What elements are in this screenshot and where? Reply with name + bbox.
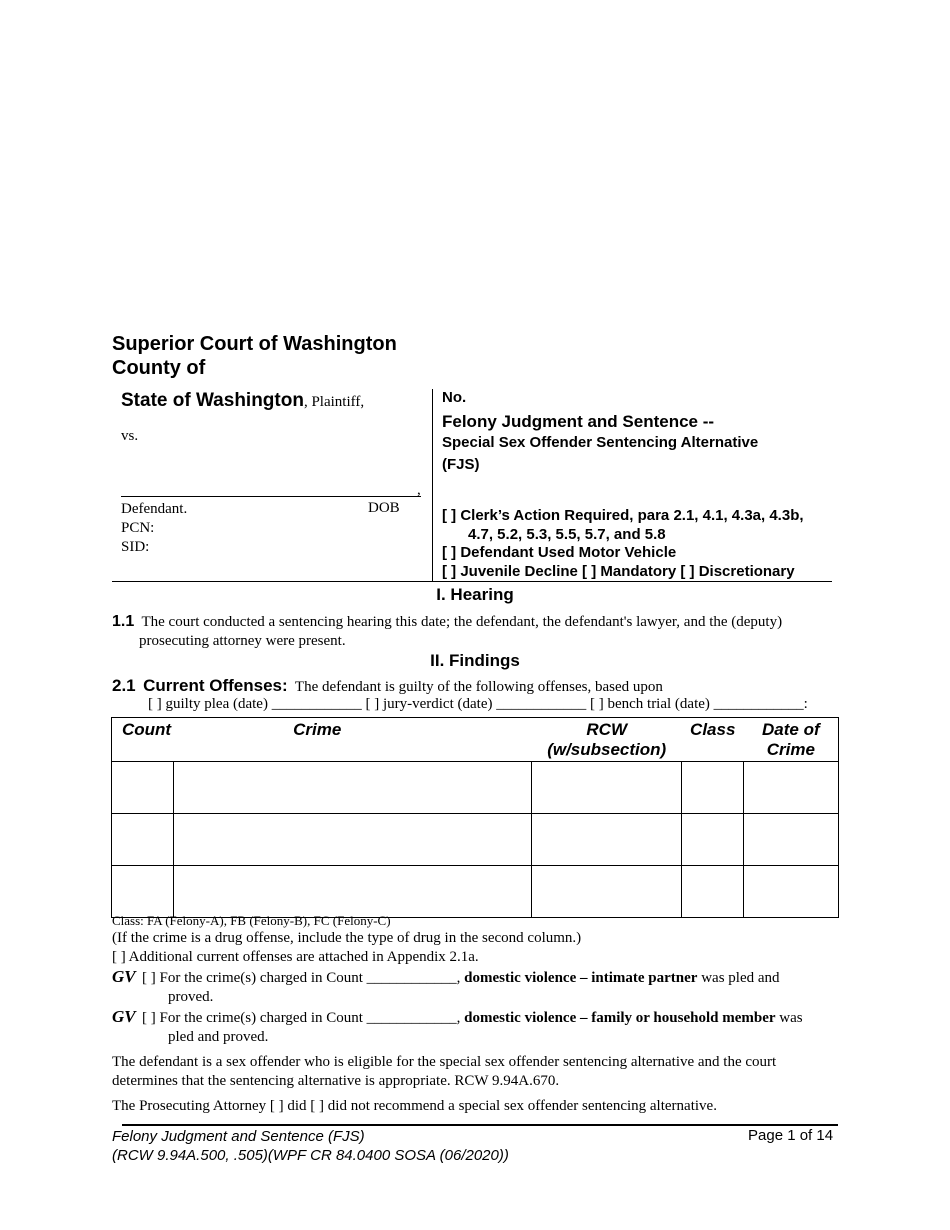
caption-divider (432, 389, 433, 581)
cell-count[interactable] (112, 814, 174, 866)
gv2-pre: [ ] For the crime(s) charged in Count ____________, (142, 1010, 465, 1026)
header-crime: Crime (173, 718, 531, 762)
section-hearing-heading: I. Hearing (436, 585, 514, 604)
header-rcw-line1: RCW (586, 720, 627, 739)
cell-rcw[interactable] (532, 814, 682, 866)
gv-family-member[interactable] (112, 1007, 842, 1047)
cell-rcw[interactable] (532, 866, 682, 918)
table-row (112, 814, 839, 866)
county-label: County of (112, 357, 206, 379)
gv2-post: was (775, 1010, 803, 1026)
sosa-eligibility (112, 1053, 842, 1091)
checkbox-clerk-action[interactable]: [ ] Clerk’s Action Required, para 2.1, 4.1, 4.3a, 4.3b, (442, 507, 804, 524)
footer-form-name: Felony Judgment and Sentence (FJS) (112, 1128, 365, 1145)
header-rcw (532, 718, 682, 762)
cell-count[interactable] (112, 866, 174, 918)
document-title: Felony Judgment and Sentence -- (442, 412, 715, 431)
subtitle-abbr: (FJS) (442, 456, 480, 473)
caption-checkboxes (442, 507, 804, 581)
document-subtitle (442, 432, 758, 476)
table-row (112, 866, 839, 918)
defendant-label: Defendant. (121, 501, 188, 517)
footer-rule (122, 1124, 838, 1126)
cell-crime[interactable] (173, 762, 531, 814)
pcn-label: PCN: (121, 520, 155, 536)
appendix-checkbox[interactable]: [ ] Additional current offenses are attached in Appendix 2.1a. (112, 949, 479, 965)
gv2-cont: pled and proved. (168, 1029, 269, 1045)
court-title (112, 332, 397, 380)
offenses-table (111, 717, 839, 918)
header-date-line2: Crime (766, 740, 815, 759)
hearing-text-1: The court conducted a sentencing hearing this date; the defendant, the defendant's lawyer, and the (deputy) (141, 614, 783, 630)
gv-label: GV (112, 967, 136, 986)
header-count: Count (112, 718, 174, 762)
sosa-line-1: The defendant is a sex offender who is eligible for the special sex offender sentencing alternative and the court (112, 1054, 777, 1070)
paragraph-1-1 (112, 612, 832, 651)
current-offenses-intro: The defendant is guilty of the following offenses, based upon (294, 679, 663, 695)
cell-class[interactable] (682, 762, 744, 814)
gv1-cont: proved. (168, 989, 214, 1005)
dob-label: DOB (368, 500, 400, 516)
footer-rcw: (RCW 9.94A.500, .505)(WPF CR 84.0400 SOSA (06/2020)) (112, 1147, 509, 1164)
header-date (744, 718, 839, 762)
cell-crime[interactable] (173, 814, 531, 866)
header-date-line1: Date of (762, 720, 820, 739)
prosecutor-recommendation[interactable]: The Prosecuting Attorney [ ] did [ ] did not recommend a special sex offender sentencing alternative. (112, 1098, 717, 1114)
table-row (112, 762, 839, 814)
checkbox-clerk-action-cont: 4.7, 5.2, 5.3, 5.5, 5.7, and 5.8 (468, 525, 666, 543)
plaintiff (121, 390, 364, 412)
offense-notes (112, 912, 842, 1116)
case-number-label: No. (442, 389, 467, 406)
cell-rcw[interactable] (532, 762, 682, 814)
plaintiff-name: State of Washington (121, 390, 304, 411)
gv-label: GV (112, 1007, 136, 1026)
gv-intimate-partner[interactable] (112, 967, 842, 1007)
gv1-bold: domestic violence – intimate partner (464, 970, 698, 986)
current-offenses-title: Current Offenses: (143, 676, 288, 695)
cell-count[interactable] (112, 762, 174, 814)
cell-class[interactable] (682, 814, 744, 866)
header-class: Class (682, 718, 744, 762)
cell-date[interactable] (744, 814, 839, 866)
cell-date[interactable] (744, 866, 839, 918)
subtitle-text: Special Sex Offender Sentencing Alternative (442, 434, 759, 451)
versus-label: vs. (121, 428, 139, 444)
gv2-bold: domestic violence – family or household member (464, 1010, 776, 1026)
paragraph-2-1 (112, 676, 852, 697)
hearing-text-2: prosecuting attorney were present. (139, 633, 346, 649)
defendant-name-line[interactable] (121, 482, 421, 497)
plaintiff-role: , Plaintiff, (303, 394, 365, 410)
table-header-row (112, 718, 839, 762)
sid-label: SID: (121, 539, 150, 555)
defendant-comma: , (417, 482, 421, 498)
paragraph-number: 1.1 (112, 613, 135, 630)
header-rcw-line2: (w/subsection) (547, 740, 667, 759)
plea-line[interactable]: [ ] guilty plea (date) ____________ [ ] jury-verdict (date) ____________ [ ] bench trial (date) ____________: (148, 696, 808, 712)
checkbox-juvenile-decline[interactable]: [ ] Juvenile Decline [ ] Mandatory [ ] Discretionary (442, 562, 795, 580)
page-number: Page 1 of 14 (748, 1127, 834, 1144)
gv1-pre: [ ] For the crime(s) charged in Count ____________, (142, 970, 465, 986)
defendant-info (121, 500, 187, 557)
gv1-post: was pled and (697, 970, 780, 986)
paragraph-number: 2.1 (112, 676, 136, 695)
drug-note: (If the crime is a drug offense, include the type of drug in the second column.) (112, 930, 582, 946)
section-findings-heading: II. Findings (430, 651, 520, 670)
footer-citation (112, 1127, 509, 1165)
sosa-line-2: determines that the sentencing alternative is appropriate. RCW 9.94A.670. (112, 1073, 560, 1089)
cell-crime[interactable] (173, 866, 531, 918)
cell-class[interactable] (682, 866, 744, 918)
checkbox-motor-vehicle[interactable]: [ ] Defendant Used Motor Vehicle (442, 544, 677, 561)
court-name: Superior Court of Washington (112, 333, 397, 355)
cell-date[interactable] (744, 762, 839, 814)
caption-bottom-rule (112, 581, 832, 582)
class-key: Class: FA (Felony-A), FB (Felony-B), FC (Felony-C) (112, 913, 391, 928)
